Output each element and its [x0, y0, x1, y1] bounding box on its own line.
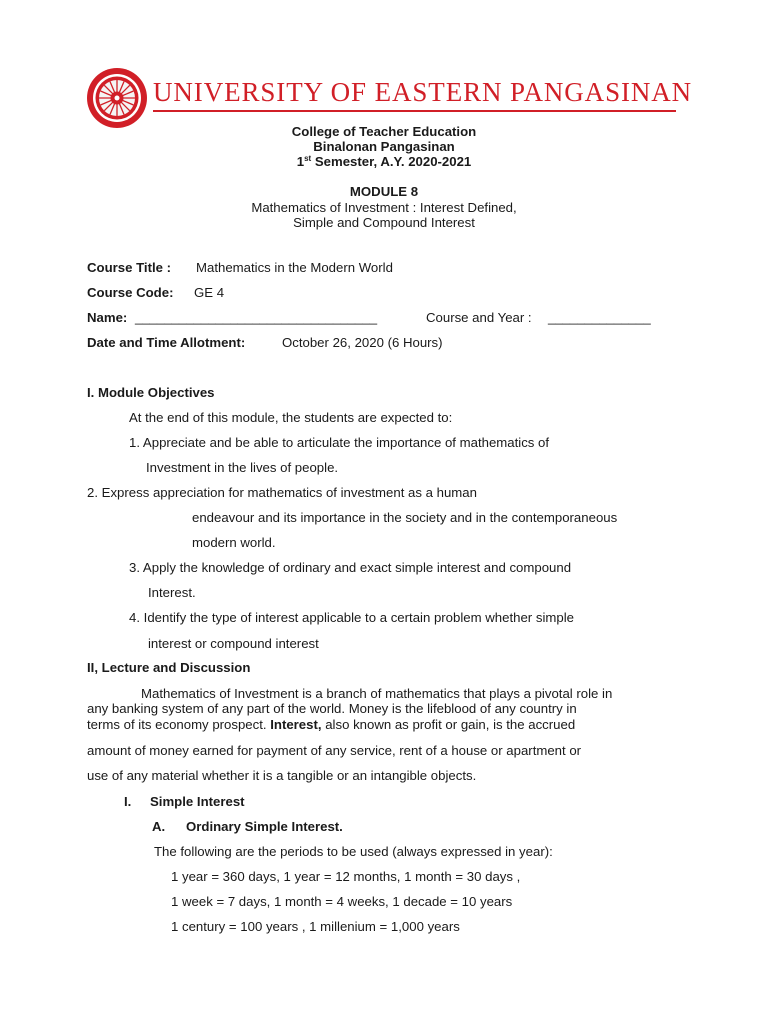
module-subtitle-line1: Mathematics of Investment : Interest Defined,	[251, 200, 517, 215]
course-code-label: Course Code:	[87, 285, 174, 300]
objective-3-line2: Interest.	[148, 585, 196, 600]
objective-4-line2: interest or compound interest	[148, 636, 319, 651]
course-year-field-blank: ______________	[548, 310, 651, 325]
periods-intro: The following are the periods to be used (always expressed in year):	[154, 844, 553, 859]
module-title: MODULE 8	[349, 184, 419, 199]
date-allotment-label: Date and Time Allotment:	[87, 335, 246, 350]
course-title-label: Course Title :	[87, 260, 172, 275]
course-year-label: Course and Year :	[426, 310, 532, 325]
lecture-paragraph-line1: Mathematics of Investment is a branch of mathematics that plays a pivotal role in	[141, 686, 613, 701]
objective-2-line3: modern world.	[192, 535, 276, 550]
lecture-heading: II, Lecture and Discussion	[87, 660, 251, 675]
objective-4-line1: 4. Identify the type of interest applicable to a certain problem whether simple	[129, 610, 574, 625]
course-code-value: GE 4	[194, 285, 225, 300]
periods-line1: 1 year = 360 days, 1 year = 12 months, 1 month = 30 days ,	[171, 869, 521, 884]
lecture-paragraph-line4: amount of money earned for payment of any service, rent of a house or apartment or	[87, 743, 582, 758]
objective-1-line1: 1. Appreciate and be able to articulate the importance of mathematics of	[129, 435, 550, 450]
lecture-paragraph-line5: use of any material whether it is a tangible or an intangible objects.	[87, 768, 477, 783]
lecture-paragraph-line3: terms of its economy prospect. Interest, also known as profit or gain, is the accrued	[87, 717, 576, 732]
semester-line: 1st Semester, A.Y. 2020-2021	[296, 154, 472, 169]
university-seal-logo	[86, 67, 148, 129]
name-label: Name:	[87, 310, 128, 325]
objective-2-line1: 2. Express appreciation for mathematics of investment as a human	[87, 485, 477, 500]
name-field-blank: _________________________________	[135, 310, 378, 325]
course-title-value: Mathematics in the Modern World	[196, 260, 393, 275]
periods-line3: 1 century = 100 years , 1 millenium = 1,000 years	[171, 919, 460, 934]
college-location: Binalonan Pangasinan	[313, 139, 455, 154]
interest-term: Interest,	[270, 717, 322, 732]
header-underline	[153, 110, 676, 112]
module-subtitle-line2: Simple and Compound Interest	[293, 215, 475, 230]
objectives-intro: At the end of this module, the students are expected to:	[129, 410, 453, 425]
date-allotment-value: October 26, 2020 (6 Hours)	[282, 335, 443, 350]
section-numeral: I.	[124, 794, 132, 809]
subsection-letter: A.	[152, 819, 166, 834]
periods-line2: 1 week = 7 days, 1 month = 4 weeks, 1 decade = 10 years	[171, 894, 513, 909]
ordinary-simple-interest-heading: Ordinary Simple Interest.	[186, 819, 343, 834]
objective-1-line2: Investment in the lives of people.	[146, 460, 339, 475]
objective-2-line2: endeavour and its importance in the society and in the contemporaneous	[192, 510, 618, 525]
college-name: College of Teacher Education	[291, 124, 477, 139]
objective-3-line1: 3. Apply the knowledge of ordinary and exact simple interest and compound	[129, 560, 572, 575]
objectives-heading: I. Module Objectives	[87, 385, 215, 400]
university-name: UNIVERSITY OF EASTERN PANGASINAN	[153, 77, 693, 107]
lecture-paragraph-line2: any banking system of any part of the world. Money is the lifeblood of any country in	[87, 701, 577, 716]
simple-interest-heading: Simple Interest	[150, 794, 245, 809]
